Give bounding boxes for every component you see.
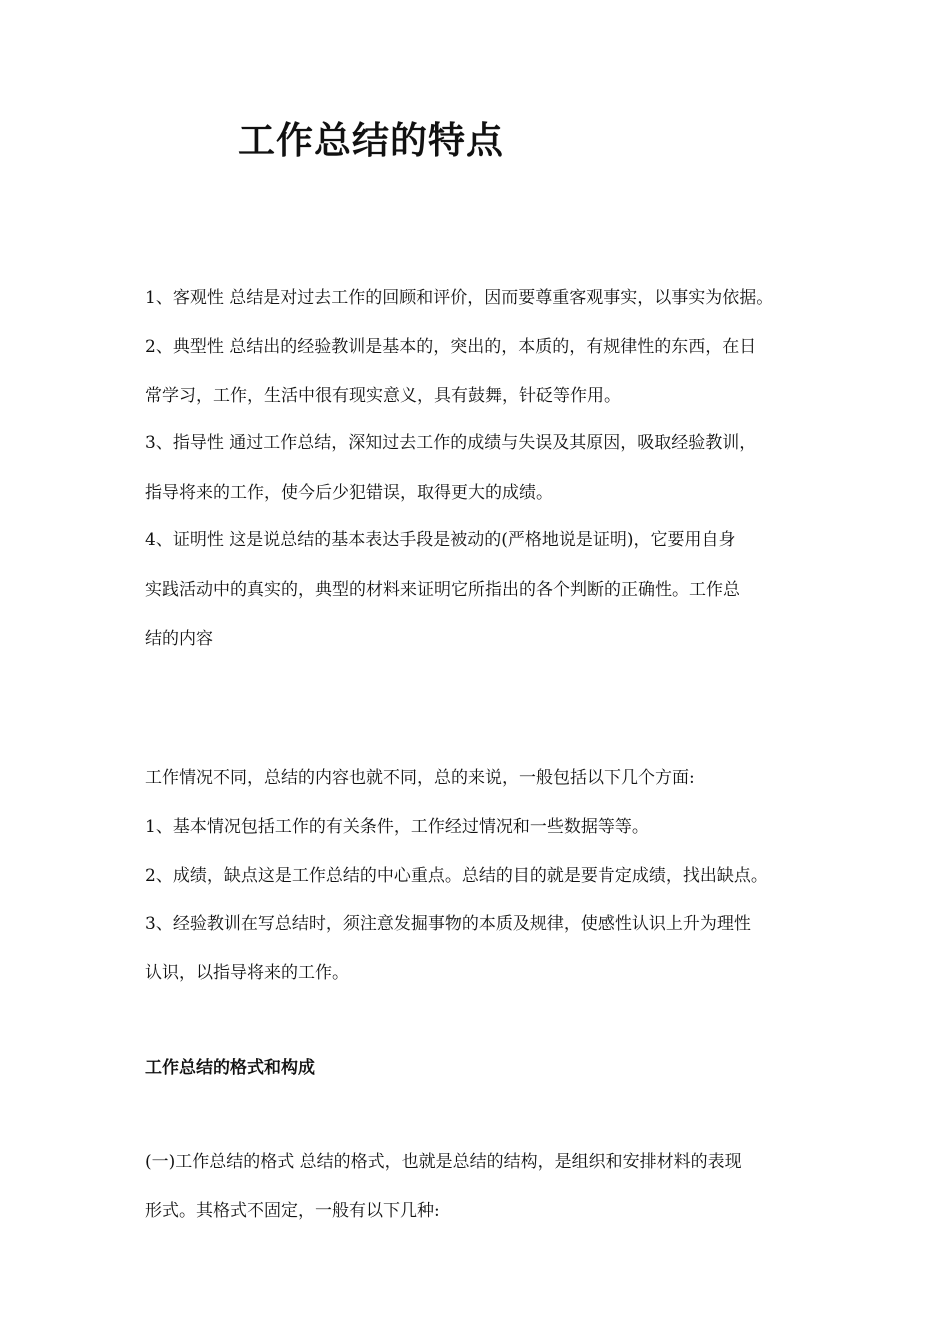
paragraph-line: 结的内容 bbox=[145, 629, 213, 649]
paragraph-line: 工作情况不同，总结的内容也就不同，总的来说，一般包括以下几个方面: bbox=[145, 768, 695, 788]
paragraph-line: 3、指导性 通过工作总结，深知过去工作的成绩与失误及其原因，吸取经验教训， bbox=[145, 433, 757, 453]
paragraph-line: 认识，以指导将来的工作。 bbox=[145, 963, 349, 983]
paragraph-line: 3、经验教训在写总结时，须注意发掘事物的本质及规律，使感性认识上升为理性 bbox=[145, 914, 751, 934]
paragraph-line: (一)工作总结的格式 总结的格式，也就是总结的结构，是组织和安排材料的表现 bbox=[145, 1152, 742, 1172]
paragraph-line: 形式。其格式不固定，一般有以下几种: bbox=[145, 1201, 440, 1221]
paragraph-line: 指导将来的工作，使今后少犯错误，取得更大的成绩。 bbox=[145, 483, 553, 503]
paragraph-line: 4、证明性 这是说总结的基本表达手段是被动的(严格地说是证明)，它要用自身 bbox=[145, 530, 736, 550]
paragraph-line: 2、典型性 总结出的经验教训是基本的，突出的，本质的，有规律性的东西，在日 bbox=[145, 337, 757, 357]
paragraph-line: 常学习，工作，生活中很有现实意义，具有鼓舞，针砭等作用。 bbox=[145, 386, 621, 406]
document-title: 工作总结的特点 bbox=[238, 118, 504, 162]
paragraph-line: 实践活动中的真实的，典型的材料来证明它所指出的各个判断的正确性。工作总 bbox=[145, 580, 740, 600]
section-heading: 工作总结的格式和构成 bbox=[145, 1058, 315, 1078]
paragraph-line: 2、成绩，缺点这是工作总结的中心重点。总结的目的就是要肯定成绩，找出缺点。 bbox=[145, 866, 768, 886]
paragraph-line: 1、客观性 总结是对过去工作的回顾和评价，因而要尊重客观事实，以事实为依据。 bbox=[145, 288, 774, 308]
paragraph-line: 1、基本情况包括工作的有关条件，工作经过情况和一些数据等等。 bbox=[145, 817, 649, 837]
